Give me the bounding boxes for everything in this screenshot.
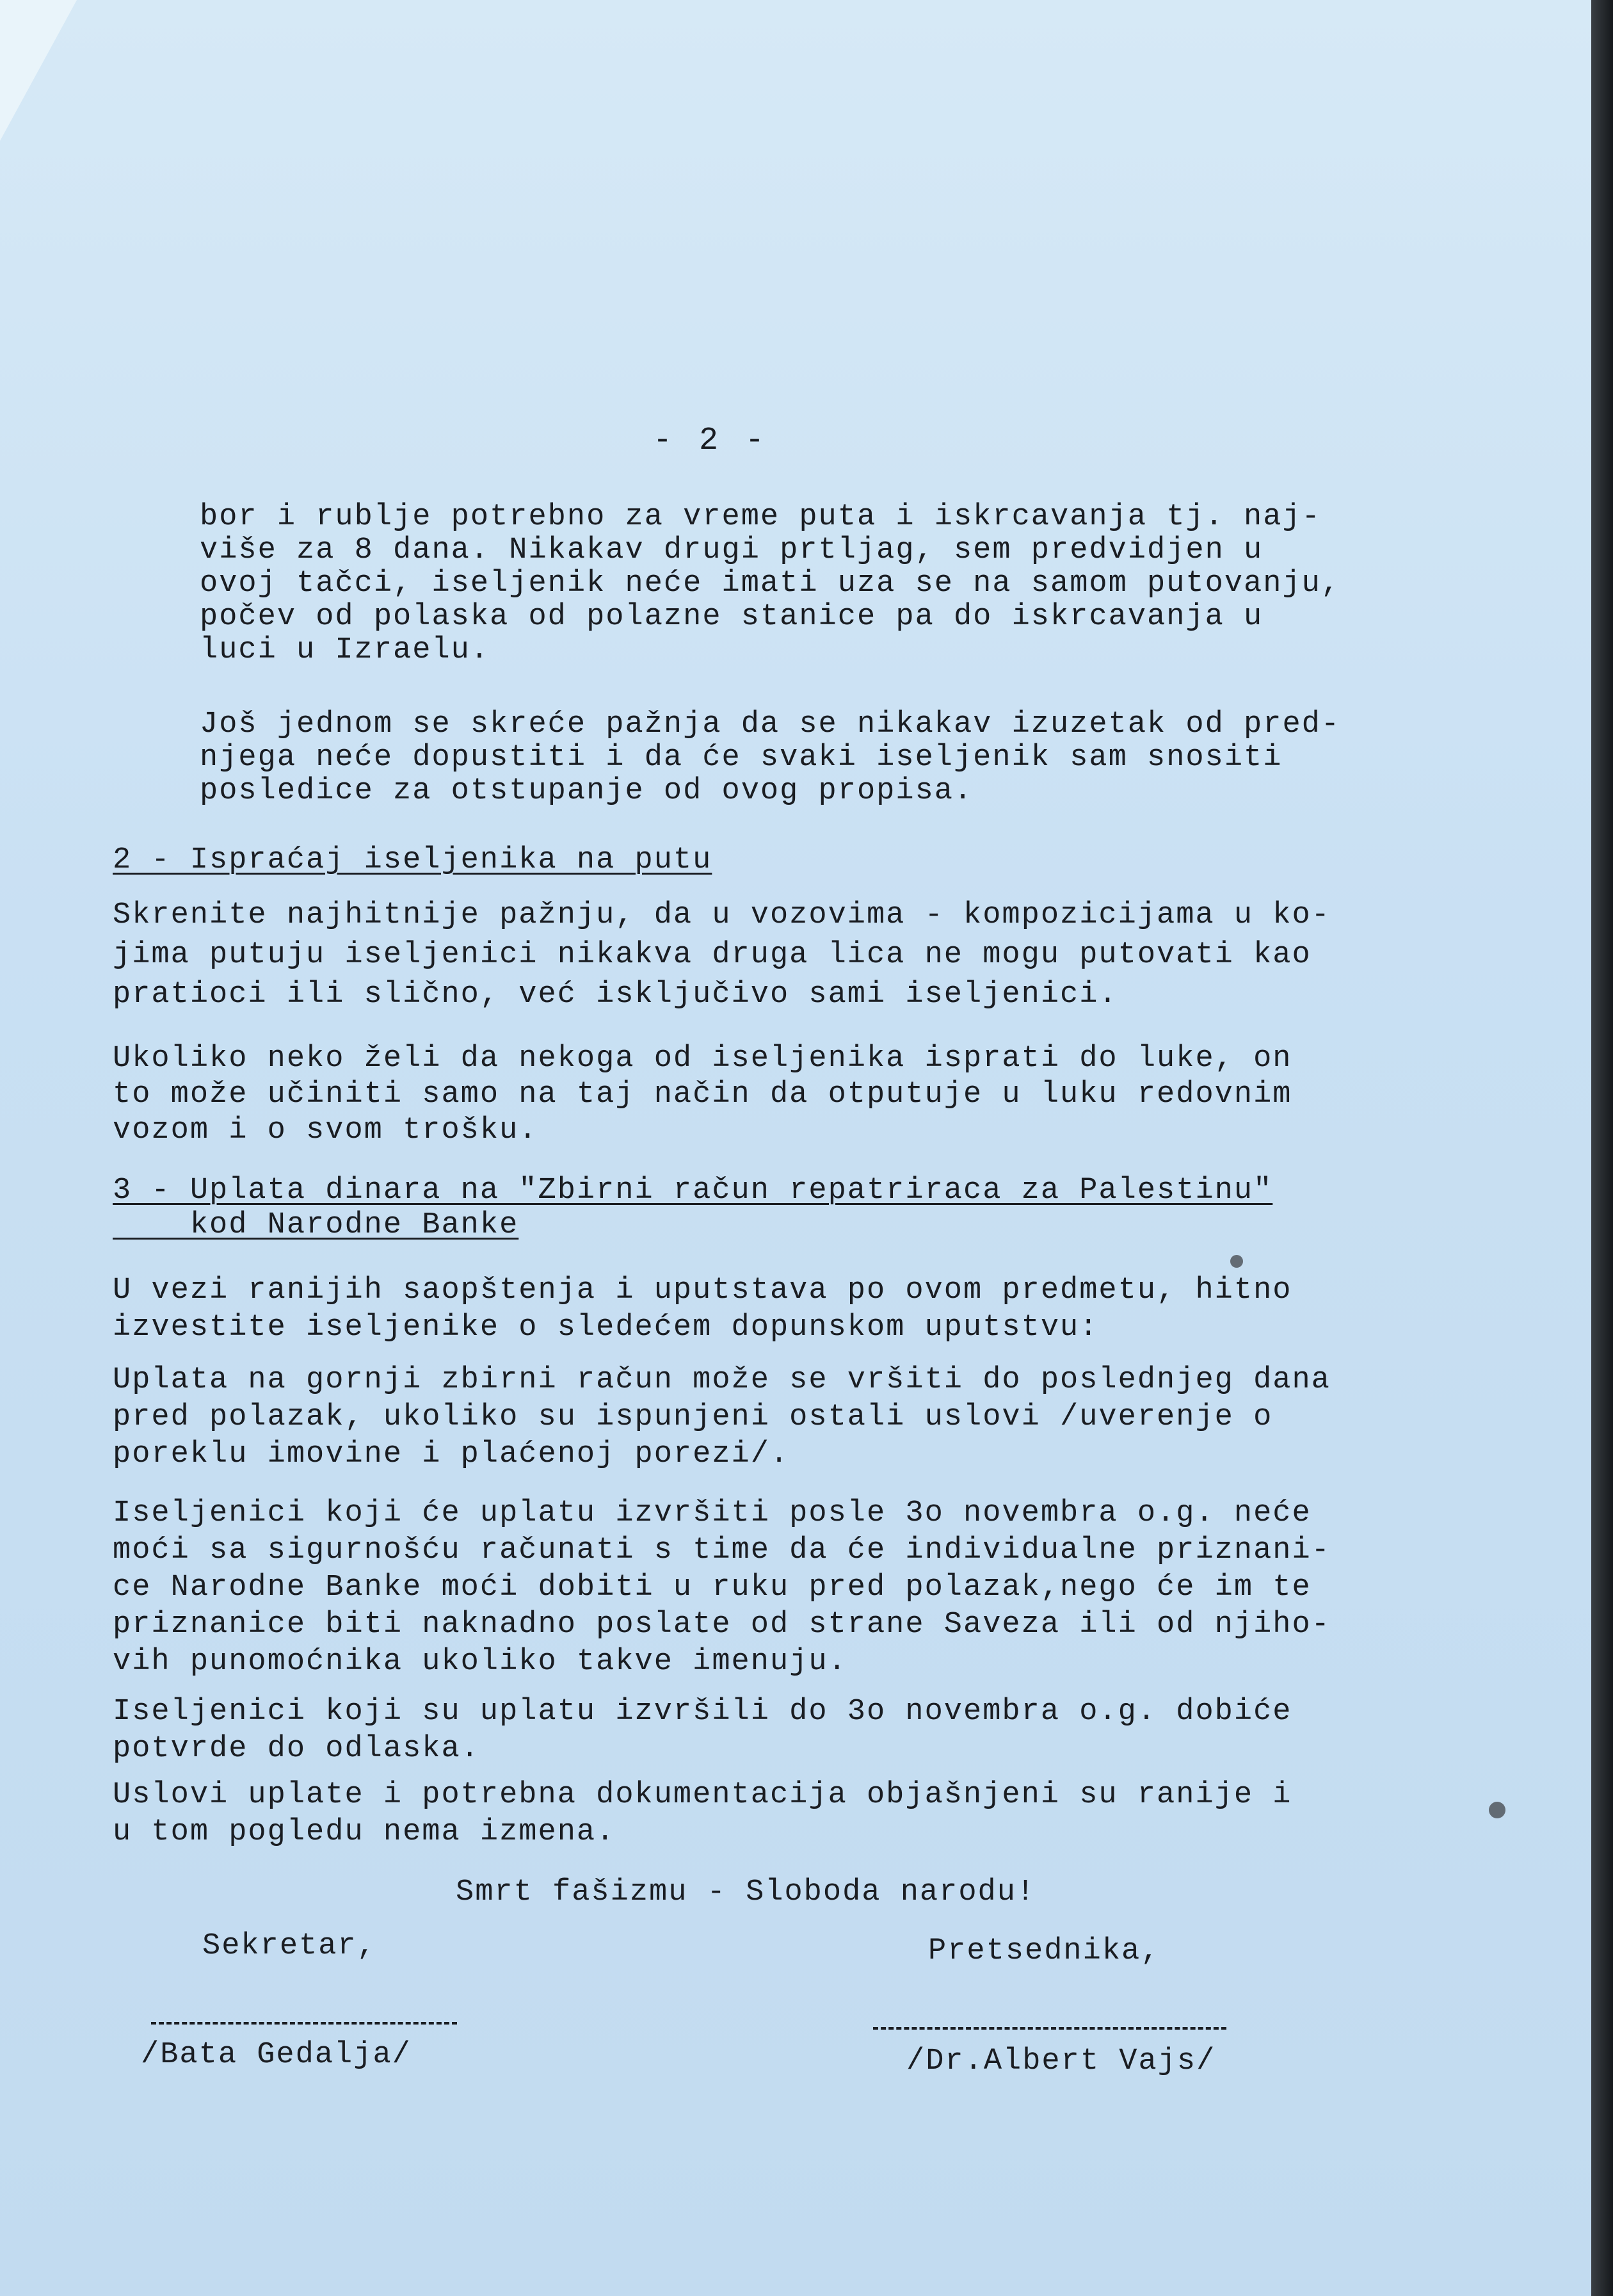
heading-line: 3 - Uplata dinara na "Zbirni račun repatriraca za Palestinu" bbox=[113, 1174, 1273, 1208]
text-line: Uslovi uplate i potrebna dokumentacija objašnjeni su ranije i bbox=[113, 1778, 1292, 1812]
text-line: Još jednom se skreće pažnja da se nikakav izuzetak od pred- bbox=[200, 707, 1341, 741]
text-line: moći sa sigurnošću računati s time da će individualne priznani- bbox=[113, 1533, 1331, 1567]
text-line: Skrenite najhitnije pažnju, da u vozovima - kompozicijama u ko- bbox=[113, 898, 1331, 932]
closing-motto: Smrt fašizmu - Sloboda narodu! bbox=[456, 1875, 1036, 1909]
text-line: posledice za otstupanje od ovog propisa. bbox=[200, 774, 974, 808]
text-line: Iseljenici koji su uplatu izvršili do 3o novembra o.g. dobiće bbox=[113, 1695, 1292, 1729]
text-line: njega neće dopustiti i da će svaki iseljenik sam snositi bbox=[200, 741, 1283, 775]
text-line: počev od polaska od polazne stanice pa do iskrcavanja u bbox=[200, 600, 1264, 634]
president-title: Pretsednika, bbox=[928, 1934, 1160, 1968]
text-line: pred polazak, ukoliko su ispunjeni ostali uslovi /uverenje o bbox=[113, 1400, 1273, 1434]
president-signature-line bbox=[873, 2027, 1226, 2030]
text-line: u tom pogledu nema izmena. bbox=[113, 1815, 616, 1849]
ink-dot bbox=[1489, 1802, 1505, 1818]
secretary-title: Sekretar, bbox=[202, 1929, 376, 1963]
text-line: Uplata na gornji zbirni račun može se vršiti do poslednjeg dana bbox=[113, 1363, 1331, 1397]
text-line: više za 8 dana. Nikakav drugi prtljag, sem predvidjen u bbox=[200, 533, 1264, 567]
secretary-signature-line bbox=[151, 2022, 457, 2025]
secretary-name: /Bata Gedalja/ bbox=[141, 2038, 412, 2072]
text-line: bor i rublje potrebno za vreme puta i iskrcavanja tj. naj- bbox=[200, 500, 1321, 534]
scan-edge bbox=[1591, 0, 1613, 2296]
text-line: vozom i o svom trošku. bbox=[113, 1113, 538, 1147]
page-number: - 2 - bbox=[653, 423, 769, 459]
text-line: Ukoliko neko želi da nekoga od iseljenika isprati do luke, on bbox=[113, 1042, 1292, 1076]
text-line: U vezi ranijih saopštenja i uputstava po ovom predmetu, hitno bbox=[113, 1273, 1292, 1307]
heading-line: kod Narodne Banke bbox=[113, 1208, 519, 1242]
section-heading-2: 2 - Ispraćaj iseljenika na putu bbox=[113, 843, 712, 877]
text-line: luci u Izraelu. bbox=[200, 633, 490, 667]
text-line: poreklu imovine i plaćenoj porezi/. bbox=[113, 1437, 790, 1471]
text-line: ce Narodne Banke moći dobiti u ruku pred polazak,nego će im te bbox=[113, 1571, 1312, 1605]
text-line: pratioci ili slično, već isključivo sami iseljenici. bbox=[113, 978, 1118, 1012]
text-line: jima putuju iseljenici nikakva druga lica ne mogu putovati kao bbox=[113, 938, 1312, 972]
text-line: priznanice biti naknadno poslate od strane Saveza ili od njiho- bbox=[113, 1608, 1331, 1642]
president-name: /Dr.Albert Vajs/ bbox=[906, 2044, 1216, 2078]
text-line: vih punomoćnika ukoliko takve imenuju. bbox=[113, 1645, 847, 1679]
text-line: Iseljenici koji će uplatu izvršiti posle 3o novembra o.g. neće bbox=[113, 1496, 1312, 1530]
text-line: to može učiniti samo na taj način da otputuje u luku redovnim bbox=[113, 1078, 1292, 1112]
text-line: izvestite iseljenike o sledećem dopunskom uputstvu: bbox=[113, 1311, 1099, 1345]
text-line: ovoj tačci, iseljenik neće imati uza se na samom putovanju, bbox=[200, 567, 1341, 601]
folded-corner bbox=[0, 0, 77, 141]
ink-dot bbox=[1230, 1255, 1243, 1268]
text-line: potvrde do odlaska. bbox=[113, 1732, 480, 1766]
